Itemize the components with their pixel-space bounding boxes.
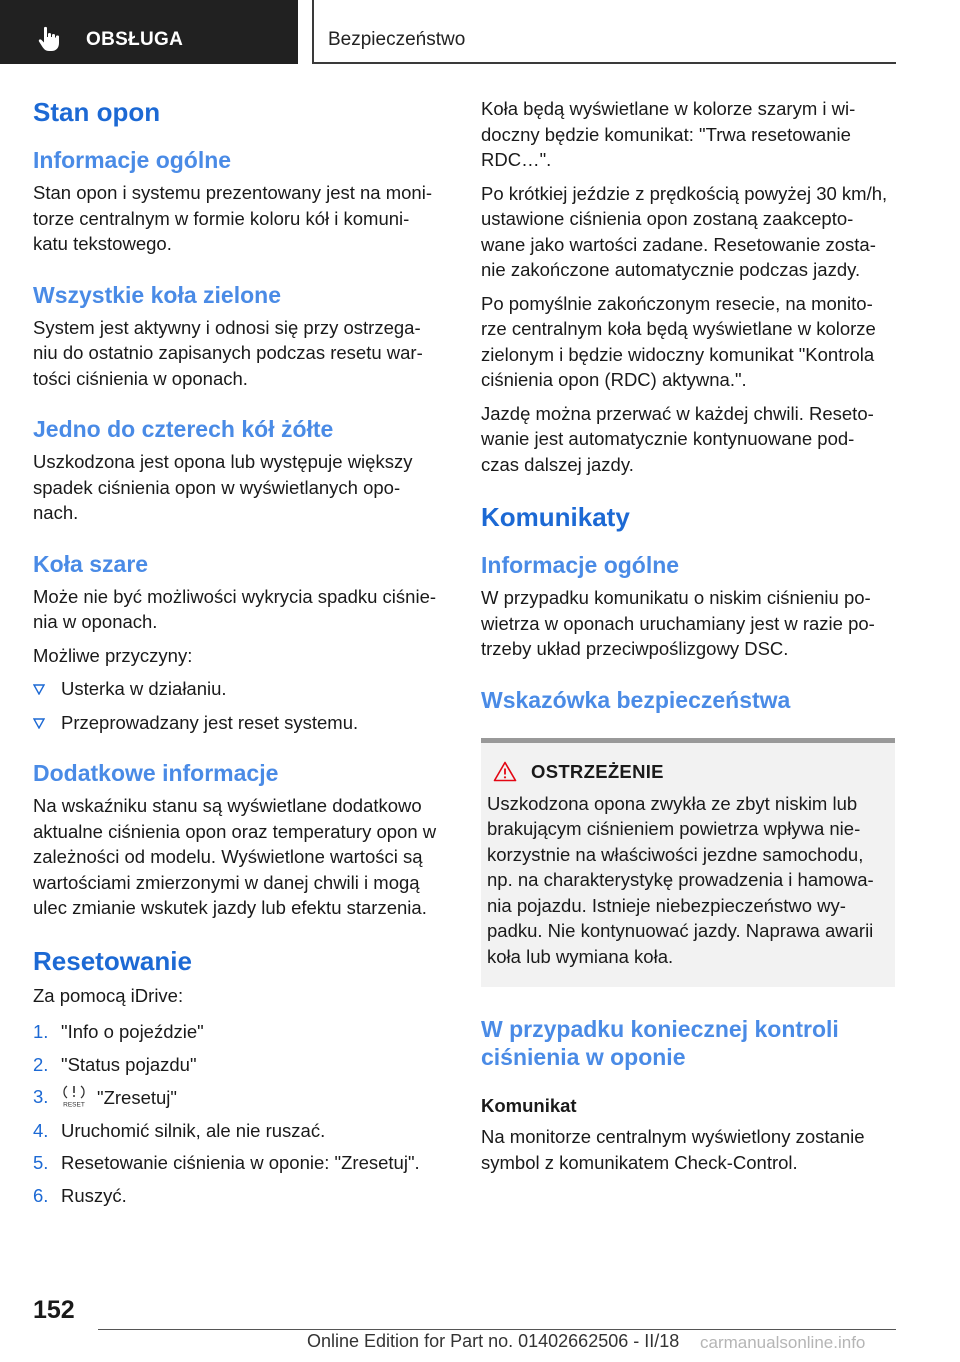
warning-box — [481, 738, 895, 988]
section-title: OBSŁUGA — [86, 29, 184, 50]
subheading-message: Komunikat — [481, 1095, 577, 1116]
right-column — [481, 96, 897, 1175]
list-item: 2. "Status pojazdu" — [33, 1053, 197, 1075]
hand-pointer-icon — [38, 26, 62, 52]
heading-all-green: Wszystkie koła zielone — [33, 281, 281, 308]
additional-info-text: Na wskaźniku stanu są wyświetlane dodatkowo aktualne ciśnienia opon oraz temperatury opon w zależności od modelu. Wyświetlone wartości są wartościami zmierzonymi w danej chwili i mogą ulec zmianie wskutek jazdy lub efektu starzenia. — [33, 795, 437, 918]
warning-label: OSTRZEŻENIE — [531, 760, 664, 782]
heading-yellow: Jedno do czterech kół żółte — [33, 416, 334, 442]
list-item: 1. "Info o pojeździe" — [33, 1021, 204, 1042]
reset-success-text: Po pomyślnie zakończonym resecie, na monito‐ rze centralnym koła będą wyświetlane w kolorze zielonym i będzie widoczny komunikat "Kontrola ciśnienia opon (RDC) aktywna.". — [481, 292, 876, 390]
warning-triangle-icon — [493, 761, 517, 782]
section-tab — [0, 0, 298, 64]
warning-text: Uszkodzona opona zwykła ze zbyt niskim lub brakującym ciśnieniem powietrza wpływa nie‐ korzystnie na właściwości jezdne samochodu, np. na charakterystykę prowadzenia i hamowa‐ nia pojazdu. Istnieje niebezpieczeństwo wy‐ padku. Nie kontynuować jazdy. Naprawa awarii koła lub wymiana koła. — [487, 792, 874, 967]
reset-intro: Za pomocą iDrive: — [33, 984, 184, 1006]
all-green-text: System jest aktywny i odnosi się przy ostrzega‐ niu do ostatnio zapisanych podczas resetu war‐ tości ciśnienia w oponach. — [33, 316, 423, 389]
reset-grey-text: Koła będą wyświetlane w kolorze szarym i wi‐ doczny będzie komunikat: "Trwa resetowanie RDC…". — [481, 98, 856, 170]
chapter-title: Bezpieczeństwo — [328, 29, 466, 50]
messages-text: W przypadku komunikatu o niskim ciśnieniu po‐ wietrza w oponach uruchamiany jest w razie po‐ trzeby układ przeciwpoślizgowy DSC. — [481, 587, 875, 659]
heading-pressure-check: W przypadku koniecznej kontroli ciśnienia w oponie — [481, 1016, 839, 1070]
page-number: 152 — [33, 1296, 75, 1324]
left-column — [33, 96, 449, 1208]
title-reset: Resetowanie — [33, 945, 192, 976]
yellow-text: Uszkodzona jest opona lub występuje większy spadek ciśnienia opon w wyświetlanych opo‐ nach. — [33, 451, 413, 523]
list-item: 3. RESET "Zresetuj" — [33, 1086, 177, 1108]
heading-messages-general: Informacje ogólne — [481, 552, 680, 578]
chapter-bar — [312, 0, 896, 64]
footer-divider — [98, 1329, 896, 1330]
list-item: 6. Ruszyć. — [33, 1184, 127, 1206]
reset-interrupt-text: Jazdę można przerwać w każdej chwili. Reseto‐ wanie jest automatycznie kontynuowane pod‐ czas dalszej jazdy. — [481, 402, 874, 475]
possible-causes-label: Możliwe przyczyny: — [33, 644, 193, 666]
list-item: Usterka w działaniu. — [33, 676, 449, 702]
triangle-bullet-icon — [33, 684, 45, 695]
grey-text: Może nie być możliwości wykrycia spadku ciśnie‐ nia w oponach. — [33, 585, 437, 632]
edition-note: Online Edition for Part no. 01402662506 - II/18 — [307, 1331, 680, 1351]
heading-safety: Wskazówka bezpieczeństwa — [481, 686, 791, 713]
check-control-text: Na monitorze centralnym wyświetlony zostanie symbol z komunikatem Check-Control. — [481, 1126, 865, 1173]
heading-general-info: Informacje ogólne — [33, 147, 232, 173]
triangle-bullet-icon — [33, 718, 45, 729]
watermark: carmanualsonline.info — [700, 1333, 866, 1352]
title-tire-status: Stan opon — [33, 97, 161, 127]
list-item: 4. Uruchomić silnik, ale nie ruszać. — [33, 1119, 326, 1141]
list-item: 5. Resetowanie ciśnienia w oponie: "Zresetuj". — [33, 1152, 420, 1173]
tire-reset-icon — [61, 1084, 87, 1108]
heading-grey: Koła szare — [33, 550, 149, 577]
reset-drive-text: Po krótkiej jeździe z prędkością powyżej 30 km/h, ustawione ciśnienia opon zostaną zaakcepto‐ wane jako wartości zadane. Resetowanie zosta‐ nie zakończone automatycznie podczas jazdy. — [481, 182, 888, 280]
svg-text:RESET: RESET — [63, 1101, 85, 1108]
list-item: Przeprowadzany jest reset systemu. — [33, 710, 449, 736]
general-info-text: Stan opon i systemu prezentowany jest na moni‐ torze centralnym w formie koloru kół i komuni‐ katu tekstowego. — [33, 182, 432, 254]
heading-additional-info: Dodatkowe informacje — [33, 760, 279, 786]
title-messages: Komunikaty — [481, 502, 630, 532]
